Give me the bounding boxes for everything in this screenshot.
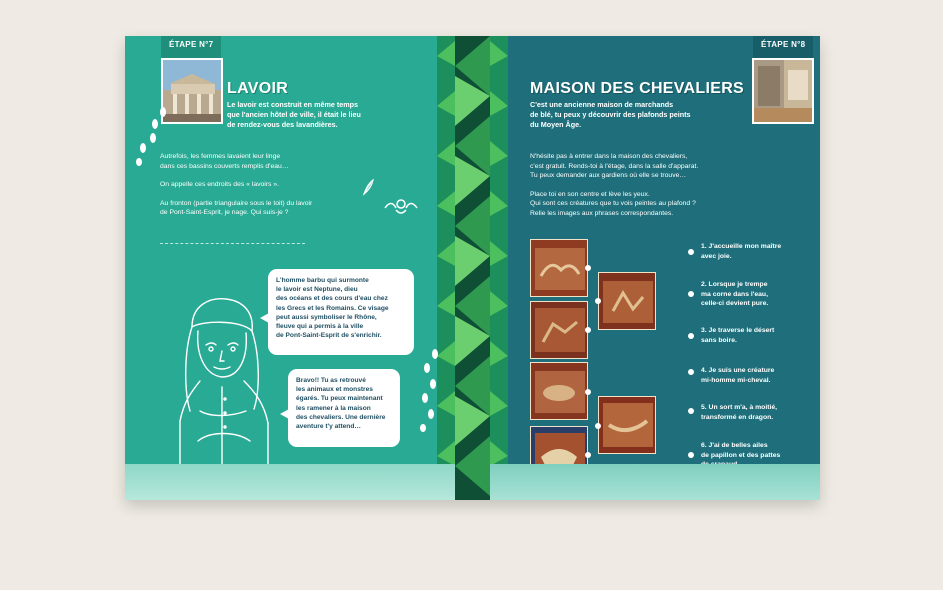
ceiling-painting-3 (530, 362, 588, 420)
maison-chevaliers-photo (752, 58, 814, 124)
answer-item-1: 1. J'accueille mon maître avec joie. (701, 243, 782, 260)
answer-item-3: 3. Je traverse le désert sans boire. (701, 327, 775, 344)
step-label-7: ÉTAPE N°7 (161, 36, 221, 58)
match-dot-image[interactable] (585, 327, 591, 333)
answer-item-6: 6. J'ai de belles ailes de papillon et des pattes (701, 442, 781, 459)
leaf-decoration-icon (455, 36, 490, 500)
ceiling-painting-1 (530, 239, 588, 297)
body-text-lavoir: Autrefois, les femmes lavaient leur linge dans ces bassins couverts remplis d'eau… On appelle ces endroits des « lavoirs ». Au fronton (partie triangulaire sous le toit) du lavoir de Pont-Saint-Esprit, je nage. Qui suis-je ? (160, 153, 313, 216)
match-dot-answer-4[interactable] (688, 369, 694, 375)
intro-text-lavoir: Le lavoir est construit en même temps que l'ancien hôtel de ville, il était le lieu de rendez-vous des lavandières. (227, 100, 361, 129)
ceiling-painting-2 (530, 301, 588, 359)
match-dot-answer-3[interactable] (688, 333, 694, 339)
answer-item-2: 2. Lorsque je trempe ma corne dans l'eau, celle-ci devient pure. (701, 281, 769, 307)
brochure-spread (125, 36, 820, 500)
match-dot-image[interactable] (585, 265, 591, 271)
right-page (490, 36, 820, 500)
match-dot-answer-6[interactable] (688, 452, 694, 458)
gutter-leaves (455, 36, 490, 500)
match-dot-image[interactable] (585, 389, 591, 395)
match-dot-answer-2[interactable] (688, 291, 694, 297)
ceiling-painting-6 (598, 396, 656, 454)
speech-bubble-neptune: L'homme barbu qui surmonte le lavoir est Neptune, dieu des océans et des cours d'eau chez les Grecs et les Romains. Ce visage peut aussi symboliser le Rhône, fleuve qui a permis à la ville de Pont-Saint-Esprit de s'enrichir. (268, 269, 414, 355)
match-dot-image[interactable] (595, 423, 601, 429)
footprints-icon (133, 106, 173, 166)
answer-item-4: 4. Je suis une créature mi-homme mi-cheval. (701, 367, 775, 384)
step-label-8: ÉTAPE N°8 (753, 36, 813, 58)
bottom-band-left (125, 464, 455, 500)
ceiling-painting-5 (598, 272, 656, 330)
intro-text-maison: C'est une ancienne maison de marchands de blé, tu peux y découvrir des plafonds peints du Moyen Âge. (530, 100, 691, 129)
match-dot-answer-1[interactable] (688, 249, 694, 255)
leaf-decoration-icon (490, 36, 508, 500)
character-illustration (170, 291, 280, 471)
bottom-band-right (490, 464, 820, 500)
speech-bubble-bravo: Bravo!! Tu as retrouvé les animaux et monstres égarés. Tu peux maintenant les ramener à la maison des chevaliers. Une dernière aventure t'y attend… (288, 369, 400, 447)
match-dot-image[interactable] (585, 452, 591, 458)
body-text-maison: N'hésite pas à entrer dans la maison des chevaliers, c'est gratuit. Rends-toi à l'étage, dans la salle d'apparat. Tu peux demander aux gardiens où elle se trouve… Place toi en son centre et lève les yeux. Qui sont ces créatures que tu vois peintes au plafond ? Relie les images aux phrases correspondantes. (530, 153, 699, 217)
match-dot-image[interactable] (595, 298, 601, 304)
page-title-maison: MAISON DES CHEVALIERS (530, 80, 745, 97)
left-page (125, 36, 455, 500)
answer-item-5: 5. Un sort m'a, à moitié, transformé en dragon. (701, 404, 778, 421)
match-dot-answer-5[interactable] (688, 408, 694, 414)
neptune-fountain-icon (383, 196, 419, 216)
footprints-icon (417, 348, 441, 432)
feather-icon (361, 178, 375, 196)
answer-line[interactable] (160, 243, 305, 244)
page-title-lavoir: LAVOIR (227, 80, 289, 97)
